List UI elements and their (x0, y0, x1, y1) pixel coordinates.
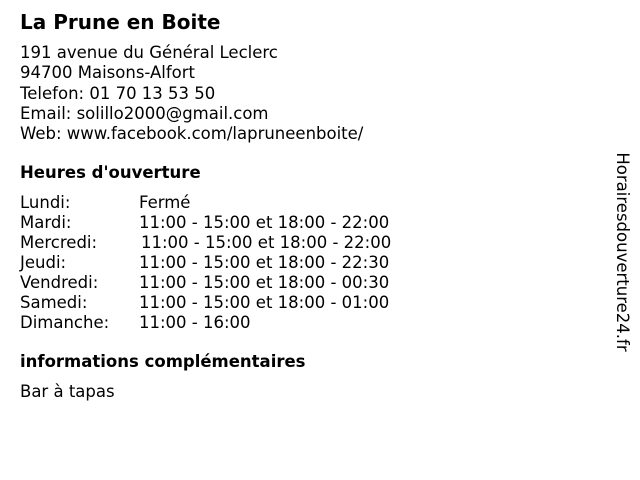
hours-row-thursday (20, 253, 600, 273)
hours-time: 11:00 - 15:00 et 18:00 - 22:00 (141, 233, 392, 253)
address-city: 94700 Maisons-Alfort (20, 63, 196, 83)
hours-row-saturday (20, 293, 600, 313)
hours-time: 11:00 - 16:00 (139, 313, 251, 333)
hours-day: Vendredi: (20, 273, 99, 293)
additional-info-title: informations complémentaires (20, 352, 306, 372)
opening-hours-title: Heures d'ouverture (20, 163, 201, 183)
hours-time: 11:00 - 15:00 et 18:00 - 01:00 (139, 293, 390, 313)
hours-row-wednesday (20, 233, 600, 253)
hours-time: 11:00 - 15:00 et 18:00 - 22:00 (139, 213, 390, 233)
hours-time: 11:00 - 15:00 et 18:00 - 22:30 (139, 253, 390, 273)
opening-hours-table (20, 193, 600, 333)
hours-day: Samedi: (20, 293, 88, 313)
contact-block (20, 43, 600, 144)
hours-day: Jeudi: (20, 253, 67, 273)
hours-day: Mercredi: (20, 233, 98, 253)
email-line: Email: solillo2000@gmail.com (20, 103, 269, 123)
hours-row-friday (20, 273, 600, 293)
hours-row-monday (20, 193, 600, 213)
hours-row-tuesday (20, 213, 600, 233)
web-line: Web: www.facebook.com/lapruneenboite/ (20, 124, 364, 144)
additional-info-text: Bar à tapas (20, 382, 115, 402)
hours-day: Lundi: (20, 193, 71, 213)
business-card (20, 8, 600, 402)
address-street: 191 avenue du Général Leclerc (20, 43, 278, 62)
site-watermark: Horairesdouverture24.fr (613, 152, 632, 352)
hours-time: Fermé (139, 193, 191, 213)
hours-row-sunday (20, 313, 600, 333)
hours-day: Dimanche: (20, 313, 110, 333)
phone-line: Telefon: 01 70 13 53 50 (20, 83, 216, 103)
hours-time: 11:00 - 15:00 et 18:00 - 00:30 (139, 273, 390, 293)
business-name: La Prune en Boite (20, 10, 221, 34)
hours-day: Mardi: (20, 213, 72, 233)
